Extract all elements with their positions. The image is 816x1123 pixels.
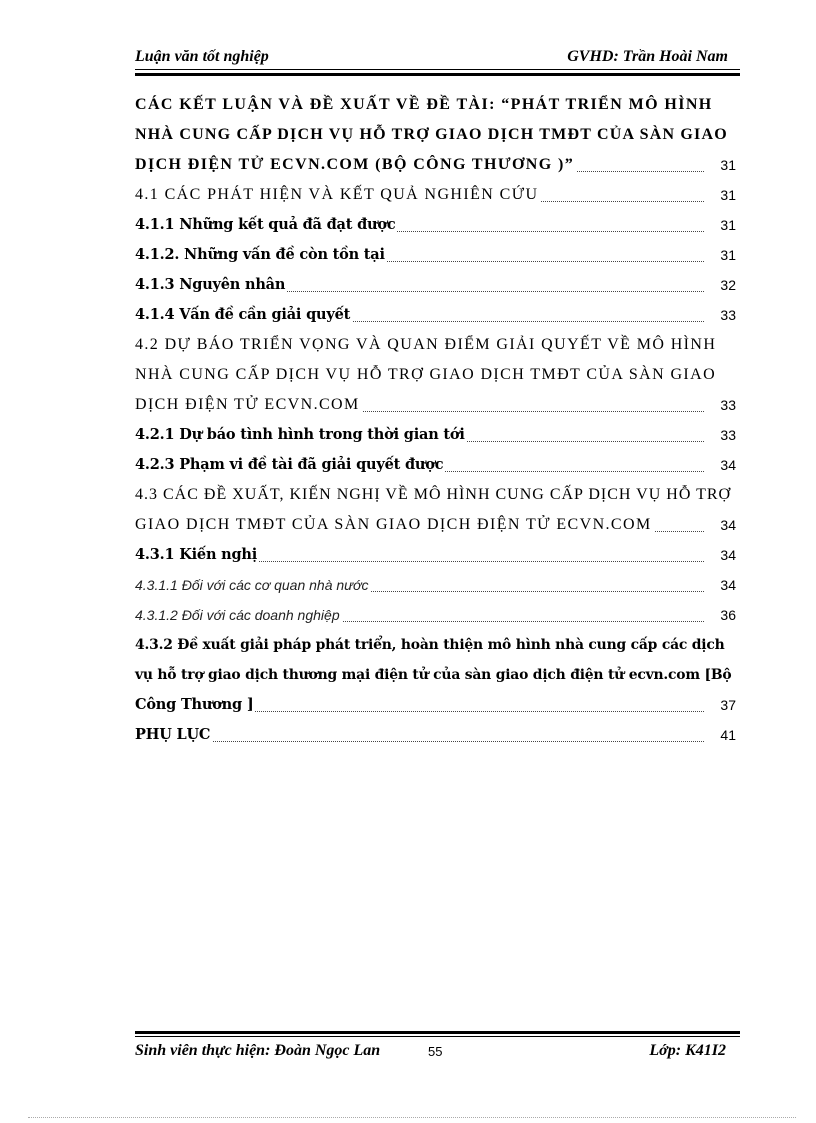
footer-page-number: 55 (428, 1044, 443, 1059)
table-of-contents (135, 90, 740, 750)
toc-entry-title: PHỤ LỤC (135, 720, 212, 750)
toc-entry[interactable] (135, 330, 740, 360)
toc-entry[interactable] (135, 210, 740, 240)
toc-entry-title: 4.3.1.1 Đối với các cơ quan nhà nước (135, 570, 371, 600)
toc-entry-page: 31 (720, 157, 736, 173)
header-thesis-title: Luận văn tốt nghiệp (135, 48, 269, 65)
toc-entry-title: vụ hỗ trợ giao dịch thương mại điện tử của sàn giao dịch điện tử ecvn.com [Bộ (135, 660, 733, 690)
toc-entry-title: GIAO DỊCH TMĐT CỦA SÀN GIAO DỊCH ĐIỆN TỬ ECVN.COM (135, 510, 654, 540)
toc-entry[interactable] (135, 360, 740, 390)
toc-entry[interactable] (135, 420, 740, 450)
toc-entry-title: 4.1.4 Vấn đề cần giải quyết (135, 300, 352, 330)
toc-entry[interactable] (135, 660, 740, 690)
header-rule-thick (135, 73, 740, 76)
toc-entry-page: 31 (720, 247, 736, 263)
footer-rule-thick (135, 1031, 740, 1034)
toc-entry-page: 37 (720, 697, 736, 713)
toc-entry-page: 34 (720, 517, 736, 533)
toc-entry-page: 31 (720, 187, 736, 203)
toc-entry[interactable] (135, 120, 740, 150)
toc-entry-page: 34 (720, 577, 736, 593)
toc-entry-title: 4.3 CÁC ĐỀ XUẤT, KIẾN NGHỊ VỀ MÔ HÌNH CUNG CẤP DỊCH VỤ HỖ TRỢ (135, 480, 733, 510)
toc-entry-title: 4.3.1.2 Đối với các doanh nghiệp (135, 600, 342, 630)
toc-entry[interactable] (135, 630, 740, 660)
toc-entry[interactable] (135, 600, 740, 630)
footer-class: Lớp: K41I2 (649, 1042, 726, 1059)
page-footer (135, 1040, 740, 1062)
footer-student: Sinh viên thực hiện: Đoàn Ngọc Lan (135, 1042, 381, 1059)
toc-entry[interactable] (135, 570, 740, 600)
toc-dot-leader (135, 741, 704, 742)
toc-entry-page: 33 (720, 397, 736, 413)
toc-entry-title: DỊCH ĐIỆN TỬ ECVN.COM (BỘ CÔNG THƯƠNG )” (135, 150, 576, 180)
toc-entry-title: 4.1.3 Nguyên nhân (135, 270, 287, 300)
toc-entry-title: 4.3.1 Kiến nghị (135, 540, 259, 570)
toc-entry[interactable] (135, 480, 740, 510)
toc-entry[interactable] (135, 300, 740, 330)
toc-entry[interactable] (135, 240, 740, 270)
toc-entry-title: 4.3.2 Đề xuất giải pháp phát triển, hoàn thiện mô hình nhà cung cấp các dịch (135, 630, 727, 660)
toc-entry-page: 31 (720, 217, 736, 233)
toc-entry-title: Công Thương ] (135, 690, 255, 720)
toc-entry-title: NHÀ CUNG CẤP DỊCH VỤ HỖ TRỢ GIAO DỊCH TMĐT CỦA SÀN GIAO (135, 120, 730, 150)
toc-entry[interactable] (135, 150, 740, 180)
toc-entry-page: 34 (720, 457, 736, 473)
toc-entry-title: NHÀ CUNG CẤP DỊCH VỤ HỖ TRỢ GIAO DỊCH TMĐT CỦA SÀN GIAO (135, 360, 718, 390)
toc-entry-page: 34 (720, 547, 736, 563)
page-header (135, 46, 740, 68)
toc-entry[interactable] (135, 720, 740, 750)
toc-entry-title: 4.1.1 Những kết quả đã đạt được (135, 210, 397, 240)
header-advisor: GVHD: Trần Hoài Nam (567, 48, 728, 65)
toc-entry-title: 4.1 CÁC PHÁT HIỆN VÀ KẾT QUẢ NGHIÊN CỨU (135, 180, 540, 210)
toc-entry-title: CÁC KẾT LUẬN VÀ ĐỀ XUẤT VỀ ĐỀ TÀI: “PHÁT TRIỂN MÔ HÌNH (135, 90, 715, 120)
toc-entry-title: 4.1.2. Những vấn đề còn tồn tại (135, 240, 387, 270)
toc-entry-title: 4.2.3 Phạm vi đề tài đã giải quyết được (135, 450, 445, 480)
toc-entry[interactable] (135, 90, 740, 120)
toc-entry-title: 4.2.1 Dự báo tình hình trong thời gian tới (135, 420, 467, 450)
toc-entry-page: 33 (720, 307, 736, 323)
toc-entry-page: 36 (720, 607, 736, 623)
toc-entry-page: 33 (720, 427, 736, 443)
toc-entry-page: 41 (720, 727, 736, 743)
toc-entry[interactable] (135, 270, 740, 300)
toc-entry[interactable] (135, 510, 740, 540)
toc-entry[interactable] (135, 180, 740, 210)
toc-entry-title: 4.2 DỰ BÁO TRIỂN VỌNG VÀ QUAN ĐIỂM GIẢI QUYẾT VỀ MÔ HÌNH (135, 330, 718, 360)
toc-entry-title: DỊCH ĐIỆN TỬ ECVN.COM (135, 390, 362, 420)
toc-entry-page: 32 (720, 277, 736, 293)
header-rule (135, 69, 740, 70)
page-bottom-border (28, 1117, 796, 1118)
toc-entry[interactable] (135, 690, 740, 720)
toc-entry[interactable] (135, 390, 740, 420)
footer-rule (135, 1036, 740, 1037)
toc-entry[interactable] (135, 540, 740, 570)
toc-entry[interactable] (135, 450, 740, 480)
